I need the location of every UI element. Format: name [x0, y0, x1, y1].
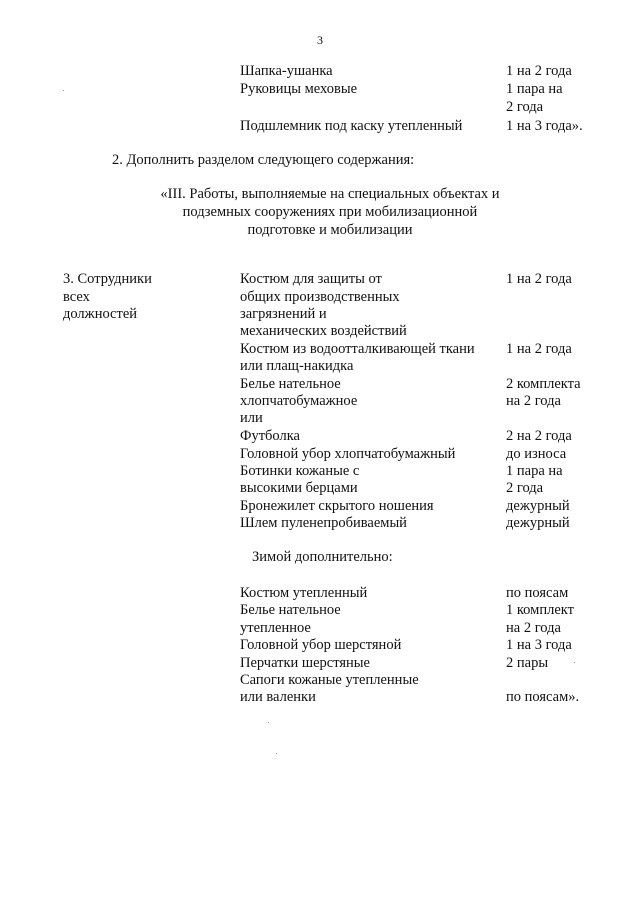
item-norm: по поясам». [506, 689, 580, 705]
item-norm: на 2 года [506, 393, 561, 409]
item-norm: 1 пара на [506, 81, 563, 97]
item-name: Ботинки кожаные с [240, 463, 360, 479]
item-name: Головной убор хлопчатобумажный [240, 446, 456, 462]
item-norm: на 2 года [506, 620, 561, 636]
item-name: механических воздействий [240, 323, 407, 339]
item-name: Бронежилет скрытого ношения [240, 498, 434, 514]
category-label: всех [63, 289, 90, 305]
item-name: Костюм для защиты от [240, 271, 382, 287]
scan-speck [268, 722, 269, 723]
section-title-line: «III. Работы, выполняемые на специальных объектах и [160, 186, 500, 202]
item-norm: 1 на 2 года [506, 63, 572, 79]
item-norm: 2 года [506, 99, 544, 115]
item-norm: по поясам [506, 585, 569, 601]
item-norm: 1 на 3 года». [506, 118, 583, 134]
item-norm: 2 года [506, 480, 544, 496]
item-norm: 1 на 2 года [506, 341, 572, 357]
page-number: 3 [317, 33, 323, 47]
item-name: Шлем пуленепробиваемый [240, 515, 407, 531]
item-name: высокими берцами [240, 480, 358, 496]
scan-speck [574, 662, 575, 663]
section-title-line: подземных сооружениях при мобилизационной [182, 204, 478, 220]
item-norm: 2 на 2 года [506, 428, 572, 444]
item-name: или [240, 410, 263, 426]
item-name: Руковицы меховые [240, 81, 357, 97]
item-name: Шапка-ушанка [240, 63, 333, 79]
category-label: должностей [63, 306, 138, 322]
scan-speck [63, 90, 64, 91]
item-norm: дежурный [506, 498, 570, 514]
winter-heading: Зимой дополнительно: [252, 549, 393, 565]
category-label: 3. Сотрудники [63, 271, 152, 287]
scan-speck [276, 753, 277, 754]
item-name: Сапоги кожаные утепленные [240, 672, 419, 688]
item-name: Подшлемник под каску утепленный [240, 118, 463, 134]
item-norm: 1 на 2 года [506, 271, 572, 287]
item-name: Футболка [240, 428, 300, 444]
item-name: общих производственных [240, 289, 400, 305]
item-name: или плащ-накидка [240, 358, 354, 374]
item-norm: 2 пары [506, 655, 549, 671]
item-norm: 1 пара на [506, 463, 563, 479]
item-name: Белье нательное [240, 376, 341, 392]
item-name: или валенки [240, 689, 316, 705]
item-norm: 1 на 3 года [506, 637, 572, 653]
item-name: Перчатки шерстяные [240, 655, 370, 671]
item-name: Костюм утепленный [240, 585, 368, 601]
instruction-text: 2. Дополнить разделом следующего содержания: [112, 152, 415, 168]
item-name: утепленное [240, 620, 311, 636]
item-name: Головной убор шерстяной [240, 637, 402, 653]
item-name: загрязнений и [240, 306, 327, 322]
item-norm: дежурный [506, 515, 570, 531]
item-name: хлопчатобумажное [240, 393, 358, 409]
section-title-line: подготовке и мобилизации [247, 222, 413, 238]
item-norm: 1 комплект [506, 602, 574, 618]
item-norm: до износа [506, 446, 567, 462]
item-name: Костюм из водоотталкивающей ткани [240, 341, 475, 357]
item-name: Белье нательное [240, 602, 341, 618]
item-norm: 2 комплекта [506, 376, 581, 392]
